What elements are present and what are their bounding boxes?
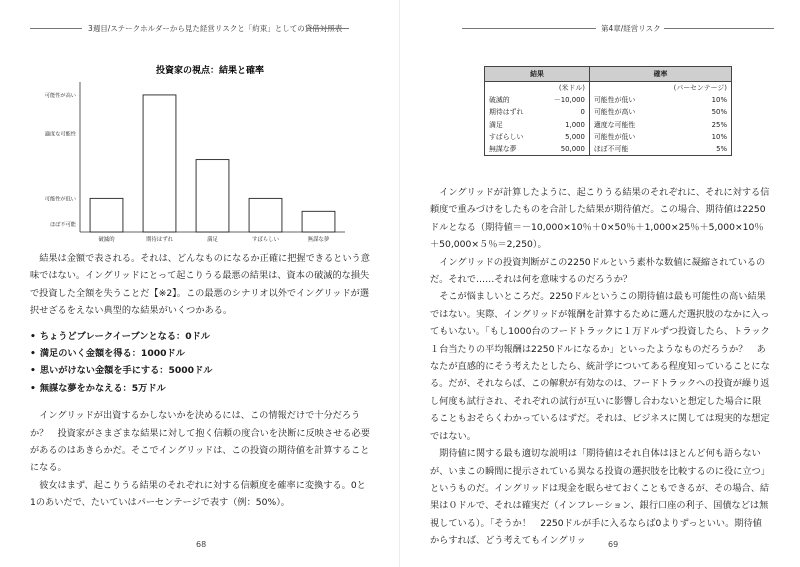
table-cell: 可能性が低い xyxy=(593,132,636,141)
chart-bar xyxy=(90,198,123,232)
table-cell: 5,000 xyxy=(539,131,589,143)
chart-bars xyxy=(90,95,335,232)
table-row xyxy=(485,94,732,106)
right-running-head: 第4章/経営リスク xyxy=(601,24,661,33)
chart-x-tick-label: 満足 xyxy=(207,237,218,243)
table-cell: 1,000 xyxy=(539,119,589,131)
table-row xyxy=(485,106,732,118)
chart-x-tick-label: すばらしい xyxy=(252,237,279,243)
table-subheader: (パーセンテージ) xyxy=(653,82,732,95)
chart-y-tick-label: 可能性が高い xyxy=(44,92,76,99)
table-cell: 可能性が高い xyxy=(593,108,636,117)
table-cell: 25% xyxy=(653,119,732,131)
table-cell: 10% xyxy=(653,131,732,143)
paragraph: 彼女はまず、起こりうる結果のそれぞれに対する信頼度を確率に変換する。0と1のあいだで、たいていはパーセンテージで表す（例：50%）。 xyxy=(30,479,366,509)
chart-title: 投資家の視点：結果と確率 xyxy=(155,66,265,76)
header-rule xyxy=(307,28,349,29)
chart-bar xyxy=(196,160,229,232)
chart-x-tick-label: 期待はずれ xyxy=(146,237,173,243)
paragraph: イングリッドの投資判断がこの2250ドルという素朴な数値に凝縮されているのだ。それで……それは何を意味するのだろうか？ xyxy=(430,256,766,286)
table-cell: 10% xyxy=(653,94,732,106)
table-header-result: 結果 xyxy=(485,67,590,82)
chart-x-tick-label: 無謀な夢 xyxy=(307,237,330,243)
chart-y-tick-label: 可能性が低い xyxy=(44,196,76,203)
table-cell: 50,000 xyxy=(539,143,589,156)
table-cell: 満足 xyxy=(485,119,540,131)
right-body xyxy=(430,184,770,550)
header-rule xyxy=(462,28,596,29)
left-running-head: 3週目/ステークホルダーから見た経営リスクと「約束」としての貸借対照表 xyxy=(88,24,343,33)
table-cell: 期待はずれ xyxy=(485,106,540,118)
paragraph: 期待値に関する最も適切な説明は「期待値はそれ自体はほとんど何も語らないが、いまこの瞬間に提示されている異なる投資の選択肢を比較するのに役に立つ」というものだ。イングリッドは現金を眠らせておくこともできるが、その場合、結果は０ドルで、それは確実だ（インフレーション、銀行口座の利子、国債などは無視している）。「そうか！ 2250ドルが手に入るならば0よりずっといい。期待値からすれば、どう考えてもイングリッ xyxy=(430,448,770,547)
list-item: • 無謀な夢をかなえる：5万ドル xyxy=(30,380,370,397)
page-number: 69 xyxy=(608,540,619,549)
table-cell: 適度な可能性 xyxy=(593,120,636,129)
chart-y-tick-label: 適度な可能性 xyxy=(44,131,76,138)
page-number: 68 xyxy=(196,540,207,549)
table-cell: すばらしい xyxy=(485,131,540,143)
paragraph: イングリッドが計算したように、起こりうる結果のそれぞれに、それに対する信頼度で重みづけをしたものを合計した結果が期待値だ。この場合、期待値は2250ドルとなる（期待値＝－10,000×10％＋0×50％＋1,000×25％＋5,000×10％＋50,000×５％＝2,250）。 xyxy=(430,187,770,251)
chart-bar xyxy=(249,198,282,232)
table-cell: －10,000 xyxy=(539,94,589,106)
left-body xyxy=(30,250,370,512)
header-rule xyxy=(30,28,82,29)
outcome-list xyxy=(30,328,370,398)
header-rule xyxy=(664,28,774,29)
outcome-probability-table xyxy=(484,66,732,156)
table-cell: 5% xyxy=(653,143,732,156)
table-row xyxy=(485,131,732,143)
table-subheader: (米ドル) xyxy=(539,82,589,95)
table-cell: ほぼ不可能 xyxy=(589,143,652,156)
table-cell: 0 xyxy=(539,106,589,118)
chart-y-ticks xyxy=(45,91,77,228)
list-item: • 思いがけない金額を手にする：5000ドル xyxy=(30,362,370,379)
table-row xyxy=(485,119,732,131)
chart-y-tick-label: ほぼ不可能 xyxy=(50,222,76,229)
outcome-probability-chart xyxy=(30,60,350,245)
chart-bar xyxy=(302,211,335,232)
paragraph: そこが悩ましいところだ。2250ドルというこの期待値は最も可能性の高い結果ではない。実際、イングリッドが報酬を計算するために選んだ選択肢のなかに入ってもいない。「もし1000台のフードトラックに１万ドルずつ投資したら、トラック１台当たりの平均報酬は2250ドルになるか」といったようなものだろうか？ あなたが直感的にそう考えたとしたら、統計学についてある程度知っていることになる。だが、それならば、この解釈が有効なのは、フードトラックへの投資が繰り返し何度も試行され、それぞれの試行が互いに影響し合わないと想定した場合に限ることもおそらくわかっているはずだ。それは、ビジネスに関しては現実的な想定ではない。 xyxy=(430,291,770,442)
chart-svg xyxy=(30,60,350,245)
chart-bar xyxy=(143,95,176,232)
table-cell: 50% xyxy=(653,106,732,118)
table-cell: 無謀な夢 xyxy=(485,143,540,156)
paragraph: イングリッドが出資するかしないかを決めるには、この情報だけで十分だろうか？ 投資家がさまざまな結果に対して抱く信頼の度合いを決断に反映させる必要があるのはあきらかだ。そこでイングリッドは、この投資の期待値を計算することになる。 xyxy=(30,410,370,474)
table-header-probability: 確率 xyxy=(589,67,731,82)
list-item: • 満足のいく金額を得る：1000ドル xyxy=(30,345,370,362)
chart-x-labels xyxy=(98,235,329,243)
table-cell: 可能性が低い xyxy=(593,96,636,105)
paragraph: 結果は金額で表される。それは、どんなものになるか正確に把握できるという意味ではない。イングリッドにとって起こりうる最悪の結果は、資本の破滅的な損失で投資した全額を失うことだ【※2】。この最悪のシナリオ以外でイングリッドが選択せざるをえない典型的な結果がいくつかある。 xyxy=(30,253,370,317)
chart-x-tick-label: 破滅的 xyxy=(98,237,115,243)
table-row xyxy=(485,143,732,156)
table-cell: 破滅的 xyxy=(485,94,540,106)
list-item: • ちょうどブレークイーブンとなる：0ドル xyxy=(30,328,370,345)
